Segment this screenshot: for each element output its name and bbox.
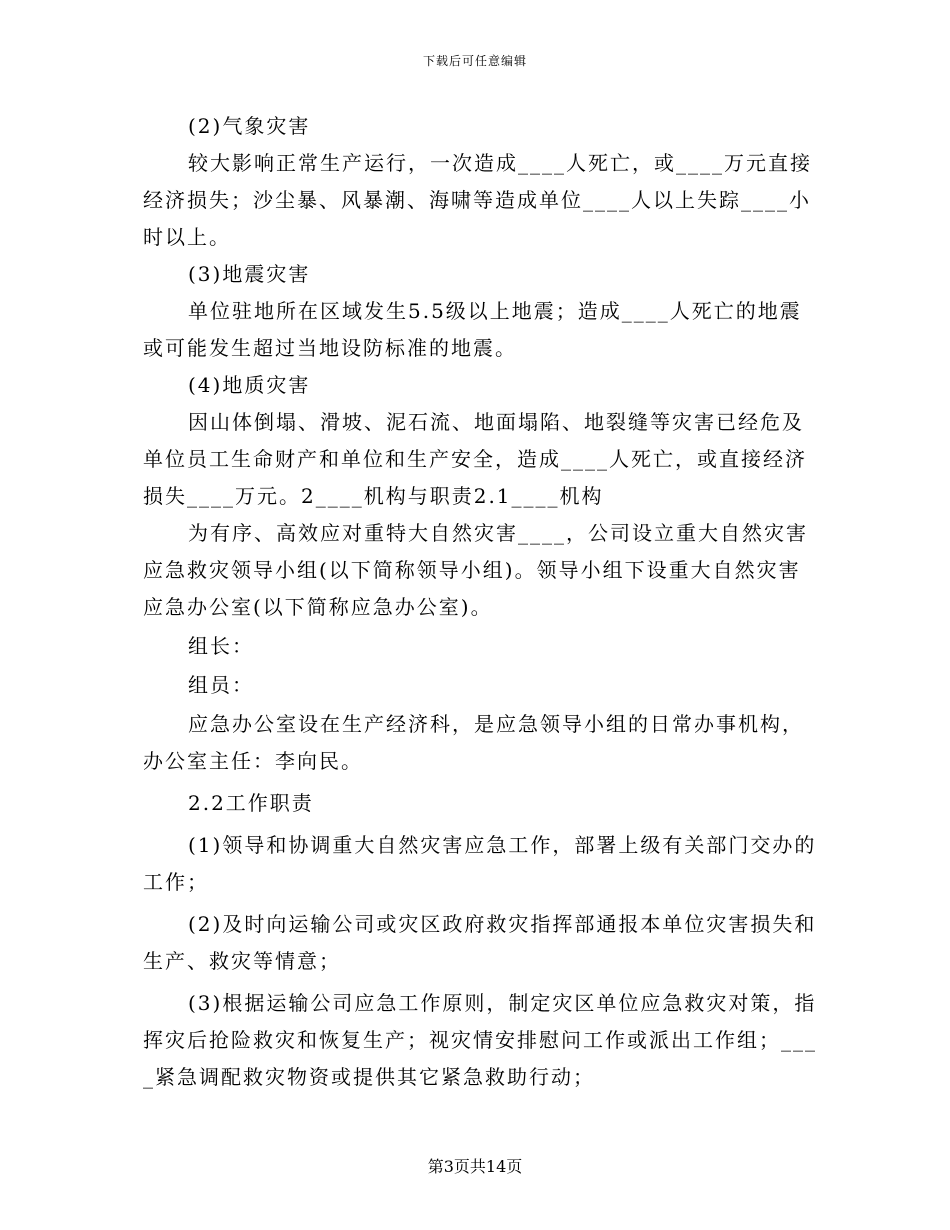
paragraph-line: 时以上。 [143,225,231,249]
paragraph-line: _紧急调配救灾物资或提供其它紧急救助行动； [143,1065,595,1089]
paragraph-line: 办公室主任：李向民。 [143,749,363,773]
paragraph-line: 较大影响正常生产运行，一次造成____人死亡，或____万元直接 [188,151,812,175]
paragraph-line: 或可能发生超过当地设防标准的地震。 [143,336,517,360]
page-number: 第3页共14页 [427,1157,523,1176]
paragraph-line: (3)根据运输公司应急工作原则，制定灾区单位应急救灾对策，指 [188,991,817,1015]
group-leader-line: 组长： [188,634,254,658]
page-header: 下载后可任意编辑 [422,54,527,68]
paragraph-line: 应急救灾领导小组(以下简称领导小组)。领导小组下设重大自然灾害 [143,558,801,582]
paragraph-line: 单位员工生命财产和单位和生产安全，造成____人死亡，或直接经济 [143,447,807,471]
section-heading: (3)地震灾害 [188,262,311,286]
paragraph-line: 为有序、高效应对重特大自然灾害____，公司设立重大自然灾害 [188,521,808,545]
section-heading: 2.2工作职责 [188,791,314,815]
paragraph-line: 应急办公室(以下简称应急办公室)。 [143,595,493,619]
paragraph-line: (2)及时向运输公司或灾区政府救灾指挥部通报本单位灾害损失和 [188,912,817,936]
paragraph-line: 生产、救灾等情意； [143,949,341,973]
paragraph-line: 工作； [143,870,209,894]
document-body [143,108,817,1096]
paragraph-line: 经济损失；沙尘暴、风暴潮、海啸等造成单位____人以上失踪____小 [143,188,811,212]
section-heading: (4)地质灾害 [188,373,311,397]
paragraph-line: 因山体倒塌、滑坡、泥石流、地面塌陷、地裂缝等灾害已经危及 [188,410,804,434]
paragraph-line: 应急办公室设在生产经济科，是应急领导小组的日常办事机构， [188,712,804,736]
paragraph-line: 损失____万元。2____机构与职责2.1____机构 [143,484,604,508]
group-members-line: 组员： [188,673,254,697]
paragraph-line: 挥灾后抢险救灾和恢复生产；视灾情安排慰问工作或派出工作组；___ [143,1028,817,1052]
paragraph-line: (1)领导和协调重大自然灾害应急工作，部署上级有关部门交办的 [188,833,817,857]
section-heading: (2)气象灾害 [188,114,311,138]
paragraph-line: 单位驻地所在区域发生5.5级以上地震；造成____人死亡的地震 [188,299,802,323]
